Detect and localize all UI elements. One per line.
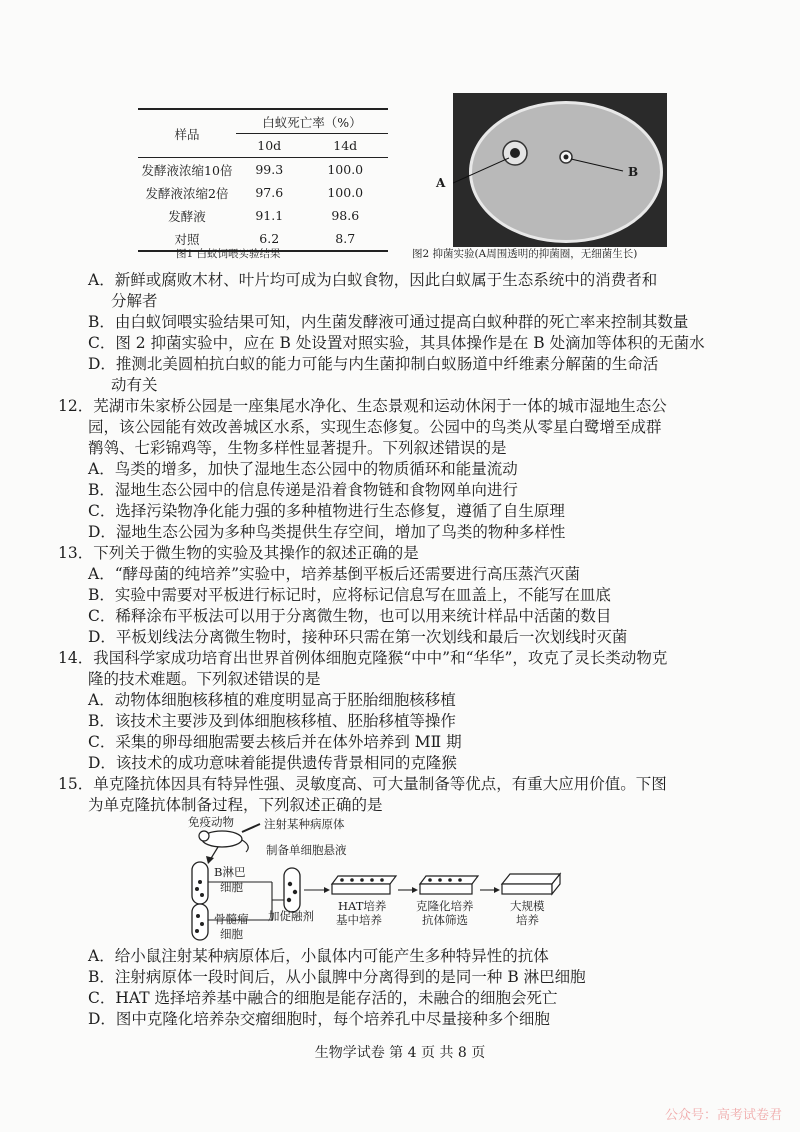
row-14d: 98.6 xyxy=(331,208,360,223)
q15-option-c: C．HAT 选择培养基中融合的细胞是能存活的，未融合的细胞会死亡 xyxy=(88,989,558,1007)
label-clone-1: 克隆化培养 xyxy=(416,899,474,913)
label-immune-animal: 免疫动物 xyxy=(188,815,234,829)
figure2-caption: 图2 抑菌实验(A周围透明的抑菌圈，无细菌生长) xyxy=(412,248,638,260)
termite-feeding-table xyxy=(138,108,388,252)
q12-stem-line3: 鹡鸰、七彩锦鸡等，生物多样性显著提升。下列叙述错误的是 xyxy=(88,439,507,457)
row-name: 发酵液 xyxy=(168,208,206,224)
q14-stem-line1: 14．我国科学家成功培育出世界首例体细胞克隆猴“中中”和“华华”，攻克了灵长类动物克 xyxy=(58,649,668,667)
row-10d: 6.2 xyxy=(259,231,280,246)
header-sample: 样品 xyxy=(138,109,236,158)
label-a: A xyxy=(436,176,446,190)
label-myeloma-1: 骨髓瘤 xyxy=(214,912,249,926)
label-hat-2: 基中培养 xyxy=(336,913,382,927)
q14-stem-line2: 隆的技术难题。下列叙述错误的是 xyxy=(88,670,321,688)
q12-option-c: C．选择污染物净化能力强的多种植物进行生态修复，遵循了自生原理 xyxy=(88,502,565,520)
label-b: B xyxy=(628,165,639,179)
q11-option-a-cont: 分解者 xyxy=(111,292,158,310)
q12-stem-line1: 12．芜湖市朱家桥公园是一座集尾水净化、生态景观和运动休闲于一体的城市湿地生态公 xyxy=(58,397,667,415)
q13-option-a: A．“酵母菌的纯培养”实验中，培养基倒平板后还需要进行高压蒸汽灭菌 xyxy=(88,565,581,583)
label-b-cell-2: 细胞 xyxy=(220,880,243,894)
table-row xyxy=(138,204,388,227)
q13-option-b: B．实验中需要对平板进行标记时，应将标记信息写在皿盖上，不能写在皿底 xyxy=(88,586,611,604)
label-large-scale-1: 大规模 xyxy=(510,899,545,913)
q15-stem-line1: 15．单克隆抗体因具有特异性强、灵敏度高、可大量制备等优点，有重大应用价值。下图 xyxy=(58,775,667,793)
monoclonal-antibody-diagram xyxy=(180,816,580,946)
q12-option-a: A．鸟类的增多，加快了湿地生态公园中的物质循环和能量流动 xyxy=(88,460,518,478)
q13-option-c: C．稀释涂布平板法可以用于分离微生物，也可以用来统计样品中活菌的数目 xyxy=(88,607,612,625)
label-b-cell-1: B淋巴 xyxy=(214,865,246,879)
q11-option-b: B．由白蚁饲喂实验结果可知，内生菌发酵液可通过提高白蚁种群的死亡率来控制其数量 xyxy=(88,313,689,331)
q15-stem-line2: 为单克隆抗体制备过程，下列叙述正确的是 xyxy=(88,796,383,814)
table-row xyxy=(138,158,388,182)
label-large-scale-2: 培养 xyxy=(516,913,539,927)
q15-option-d: D．图中克隆化培养杂交瘤细胞时，每个培养孔中尽量接种多个细胞 xyxy=(88,1010,550,1028)
row-name: 对照 xyxy=(174,231,200,247)
q14-option-b: B．该技术主要涉及到体细胞核移植、胚胎移植等操作 xyxy=(88,712,456,730)
q13-option-d: D．平板划线法分离微生物时，接种环只需在第一次划线和最后一次划线时灭菌 xyxy=(88,628,628,646)
row-14d: 8.7 xyxy=(335,231,356,246)
page-footer: 生物学试卷 第 4 页 共 8 页 xyxy=(314,1045,486,1061)
label-fusion-agent: 加促融剂 xyxy=(268,909,314,923)
header-14d: 14d xyxy=(303,134,389,158)
q12-option-d: D．湿地生态公园为多种鸟类提供生存空间，增加了鸟类的物种多样性 xyxy=(88,523,566,541)
row-10d: 99.3 xyxy=(255,162,284,177)
q11-option-d: D．推测北美圆柏抗白蚁的能力可能与内生菌抑制白蚁肠道中纤维素分解菌的生命活 xyxy=(88,355,659,373)
row-name: 发酵液浓缩2倍 xyxy=(145,185,229,201)
label-inject-pathogen: 注射某种病原体 xyxy=(264,817,345,831)
row-14d: 100.0 xyxy=(327,162,364,177)
table-row xyxy=(138,181,388,204)
q14-option-d: D．该技术的成功意味着能提供遗传背景相同的克隆猴 xyxy=(88,754,457,772)
q12-option-b: B．湿地生态公园中的信息传递是沿着食物链和食物网单向进行 xyxy=(88,481,518,499)
watermark: 公众号：高考试卷君 xyxy=(664,1108,782,1123)
row-10d: 91.1 xyxy=(255,208,284,223)
label-hat-1: HAT培养 xyxy=(338,899,387,913)
row-name: 发酵液浓缩10倍 xyxy=(141,162,233,178)
q14-option-a: A．动物体细胞核移植的难度明显高于胚胎细胞核移植 xyxy=(88,691,456,709)
q11-option-d-cont: 动有关 xyxy=(111,376,158,394)
q13-stem: 13．下列关于微生物的实验及其操作的叙述正确的是 xyxy=(58,544,419,562)
q11-option-a: A．新鲜或腐败木材、叶片均可成为白蚁食物，因此白蚁属于生态系统中的消费者和 xyxy=(88,271,658,289)
q11-option-c: C．图 2 抑菌实验中，应在 B 处设置对照实验，其具体操作是在 B 处滴加等体积的无菌水 xyxy=(88,334,705,352)
figure1-caption: 图1 白蚁饲喂实验结果 xyxy=(176,248,281,260)
q12-stem-line2: 园，该公园能有效改善城区水系，实现生态修复。公园中的鸟类从零星白鹭增至成群 xyxy=(88,418,662,436)
label-single-cell-suspension: 制备单细胞悬液 xyxy=(266,843,347,857)
label-clone-2: 抗体筛选 xyxy=(422,913,468,927)
q14-option-c: C．采集的卵母细胞需要去核后并在体外培养到 MⅡ 期 xyxy=(88,733,462,751)
header-10d: 10d xyxy=(236,134,303,158)
header-death-rate: 白蚁死亡率（%） xyxy=(236,109,388,134)
q15-option-b: B．注射病原体一段时间后，从小鼠脾中分离得到的是同一种 B 淋巴细胞 xyxy=(88,968,586,986)
row-10d: 97.6 xyxy=(255,185,284,200)
row-14d: 100.0 xyxy=(327,185,364,200)
q15-option-a: A．给小鼠注射某种病原体后，小鼠体内可能产生多种特异性的抗体 xyxy=(88,947,549,965)
label-myeloma-2: 细胞 xyxy=(220,927,243,941)
